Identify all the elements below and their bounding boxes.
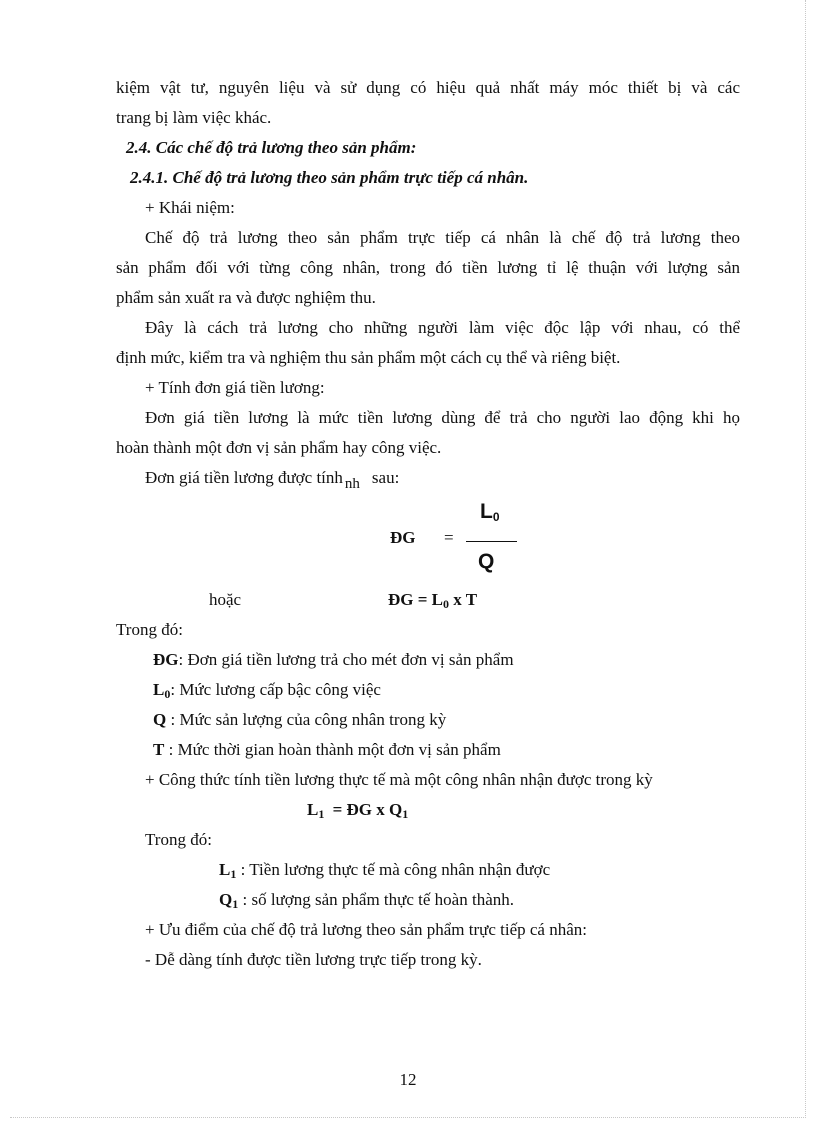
paragraph-line: Đơn giá tiền lương là mức tiền lương dùng để trả cho người lao động khi họ <box>145 408 740 427</box>
page-number: 12 <box>399 1070 417 1089</box>
unit-price-label: + Tính đơn giá tiền lương: <box>145 378 325 397</box>
formula-equals: = <box>444 528 454 547</box>
paragraph-line: Chế độ trả lương theo sản phẩm trực tiếp cá nhân là chế độ trả lương theo <box>145 228 740 247</box>
advantages-label: + Ưu điểm của chế độ trả lương theo sản phẩm trực tiếp cá nhân: <box>145 920 587 939</box>
actual-term <box>219 860 236 879</box>
formula-lhs: ĐG <box>390 528 416 547</box>
where-item-t <box>153 740 501 760</box>
calc-intro-suffix: sau: <box>371 468 400 487</box>
where-term: T <box>153 740 165 759</box>
actual-item-q1 <box>219 890 514 910</box>
where-desc: : Mức lương cấp bậc công việc <box>170 680 381 699</box>
calc-intro-nh: nh <box>344 476 360 492</box>
where-desc: : Đơn giá tiền lương trả cho mét đơn vị sản phẩm <box>178 650 514 669</box>
where-item-dg <box>153 650 514 670</box>
actual-term-sub: 1 <box>232 897 239 911</box>
paragraph-line: hoàn thành một đơn vị sản phẩm hay công việc. <box>116 438 442 457</box>
or-word: hoặc <box>209 590 242 609</box>
paragraph-line: trang bị làm việc khác. <box>116 108 272 127</box>
advantage-item: - Dễ dàng tính được tiền lương trực tiếp trong kỳ. <box>145 950 482 969</box>
where-term: Q <box>153 710 167 729</box>
where-item-q <box>153 710 446 730</box>
actual-term-sub: 1 <box>230 867 237 881</box>
where-term-letter: L <box>153 680 165 699</box>
actual-item-l1 <box>219 860 550 880</box>
formula-numerator <box>480 502 500 522</box>
formula-alt-a: ĐG = L <box>388 590 444 609</box>
paragraph-line: kiệm vật tư, nguyên liệu và sử dụng có hiệu quả nhất máy móc thiết bị và các <box>116 78 740 97</box>
formula-denominator: Q <box>478 550 495 573</box>
subsection-heading: 2.4.1. Chế độ trả lương theo sản phẩm trực tiếp cá nhân. <box>130 168 529 187</box>
where-item-l0 <box>153 680 381 700</box>
actual-q-sub: 1 <box>402 807 409 821</box>
actual-formula <box>307 800 408 820</box>
formula-alt <box>388 590 477 610</box>
actual-l: L <box>307 800 319 819</box>
numerator-letter: L <box>480 500 493 523</box>
actual-term <box>219 890 238 909</box>
where-term: ĐG <box>153 650 179 669</box>
where-term <box>153 680 170 699</box>
paragraph-line: sản phẩm đối với từng công nhân, trong đó tiền lương tỉ lệ thuận với lượng sản <box>116 258 740 277</box>
where-term-sub: 0 <box>164 687 171 701</box>
fraction-bar <box>466 541 517 542</box>
actual-term-letter: L <box>219 860 231 879</box>
actual-where-label: Trong đó: <box>145 830 212 849</box>
formula-alt-b: x T <box>449 590 478 609</box>
where-desc: : Mức thời gian hoàn thành một đơn vị sản phẩm <box>164 740 501 759</box>
actual-l-sub: 1 <box>318 807 325 821</box>
calc-intro-text: Đơn giá tiền lương được tính <box>145 468 343 487</box>
where-label: Trong đó: <box>116 620 183 639</box>
paragraph-line: phẩm sản xuất ra và được nghiệm thu. <box>116 288 376 307</box>
actual-desc: : số lượng sản phẩm thực tế hoàn thành. <box>238 890 514 909</box>
paragraph-line: định mức, kiểm tra và nghiệm thu sản phẩm một cách cụ thể và riêng biệt. <box>116 348 621 367</box>
concept-label: + Khái niệm: <box>145 198 235 217</box>
numerator-sub: 0 <box>492 510 500 524</box>
calc-intro <box>145 468 400 492</box>
actual-desc: : Tiền lương thực tế mà công nhân nhận được <box>236 860 551 879</box>
formula-alt-sub: 0 <box>443 597 450 611</box>
paragraph-line: Đây là cách trả lương cho những người làm việc độc lập với nhau, có thể <box>145 318 740 337</box>
actual-intro: + Công thức tính tiền lương thực tế mà một công nhân nhận được trong kỳ <box>145 770 653 789</box>
actual-term-letter: Q <box>219 890 233 909</box>
where-desc: : Mức sản lượng của công nhân trong kỳ <box>166 710 447 729</box>
section-heading: 2.4. Các chế độ trả lương theo sản phẩm: <box>126 138 417 157</box>
actual-mid: = ĐG x Q <box>328 800 403 819</box>
